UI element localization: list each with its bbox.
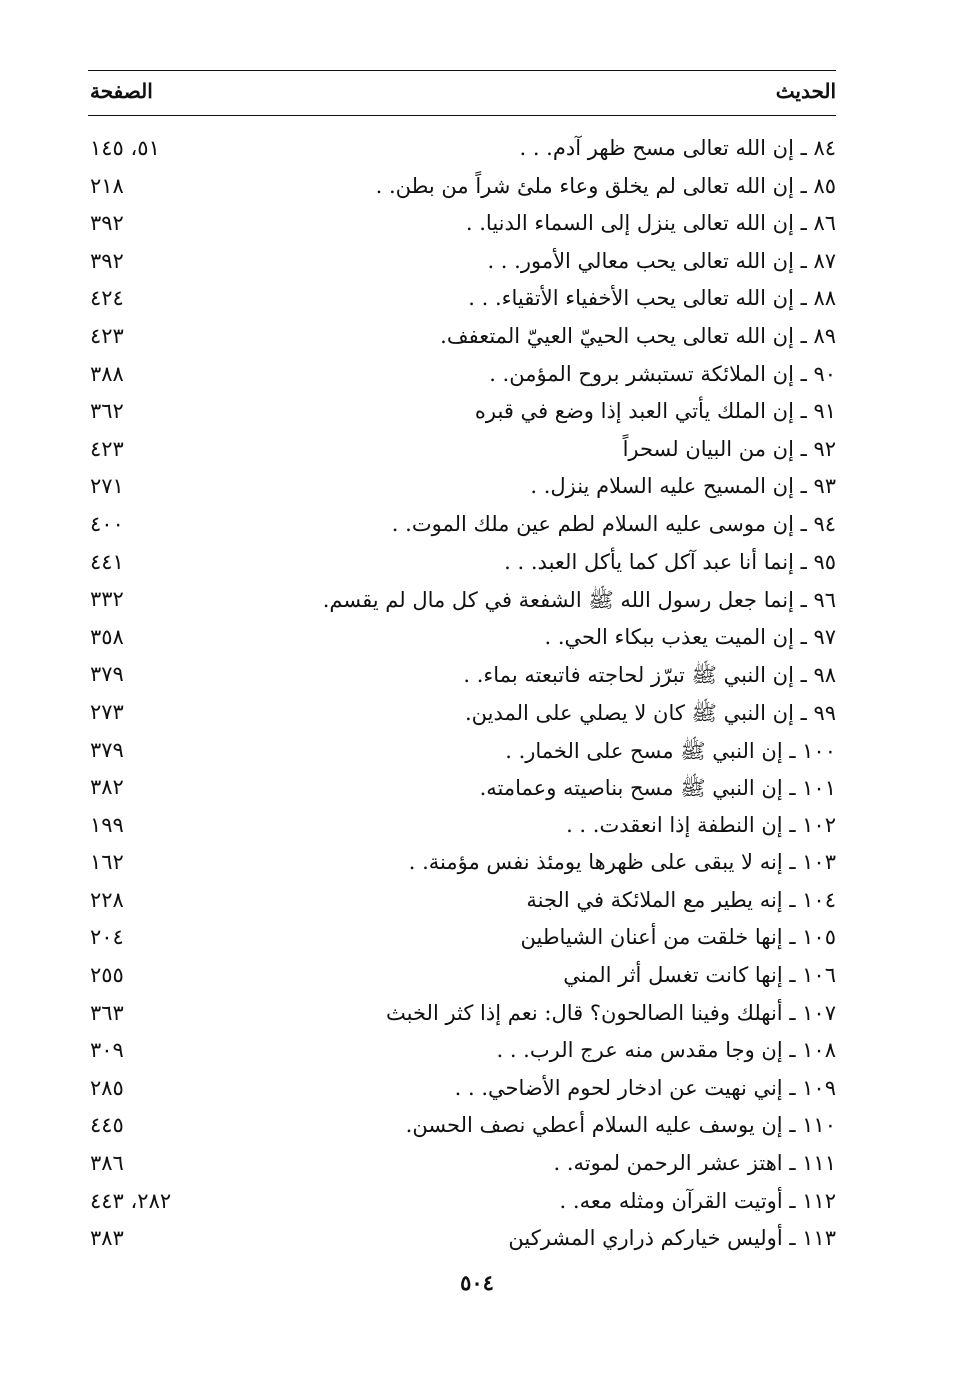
hadith-entry: ١٠٤ ـ إنه يطير مع الملائكة في الجنة	[526, 887, 836, 912]
page-reference: ٣٧٩	[90, 737, 124, 762]
hadith-entry: ١١٣ ـ أوليس خياركم ذراري المشركين	[508, 1226, 836, 1251]
hadith-entry: ٩٩ ـ إن النبي ﷺ كان لا يصلي على المدين.	[464, 700, 836, 725]
page-reference: ٣٠٩	[90, 1038, 124, 1063]
list-item	[88, 696, 836, 734]
hadith-entry: ١١٢ ـ أوتيت القرآن ومثله معه. .	[559, 1188, 836, 1213]
list-item	[88, 921, 836, 959]
page-reference: ٣٩٢	[90, 211, 124, 236]
list-item	[88, 959, 836, 997]
hadith-entry: ١١١ ـ اهتز عشر الرحمن لموته. .	[553, 1151, 836, 1176]
list-item	[88, 358, 836, 396]
page-reference: ٢٧٣	[90, 699, 124, 724]
list-item	[88, 997, 836, 1035]
page-reference: ٣٨٣	[90, 1226, 124, 1251]
list-item	[88, 395, 836, 433]
hadith-entry: ٩١ ـ إن الملك يأتي العبد إذا وضع في قبره	[474, 399, 836, 424]
hadith-column-heading: الحديث	[775, 79, 836, 103]
hadith-entry: ٩٧ ـ إن الميت يعذب ببكاء الحي. .	[544, 624, 836, 649]
hadith-entry: ٨٤ ـ إن الله تعالى مسح ظهر آدم. . .	[519, 136, 836, 160]
hadith-entry: ٩٣ ـ إن المسيح عليه السلام ينزل. .	[530, 474, 836, 499]
page-reference: ٤٢٣	[90, 436, 124, 461]
hadith-entry: ٨٦ ـ إن الله تعالى ينزل إلى السماء الدنيا. .	[465, 211, 836, 236]
hadith-entry: ١٠١ ـ إن النبي ﷺ مسح بناصيته وعمامته.	[479, 776, 836, 801]
page-reference: ٤٠٠	[90, 511, 124, 536]
page-reference: ٢٨٥	[90, 1075, 124, 1100]
list-item	[88, 1109, 836, 1147]
page-reference: ٢١٨	[90, 173, 124, 198]
list-item	[88, 734, 836, 772]
hadith-entry: ٩٠ ـ إن الملائكة تستبشر بروح المؤمن. .	[489, 361, 836, 386]
list-item	[88, 1034, 836, 1072]
list-item	[88, 884, 836, 922]
hadith-entry: ٩٤ ـ إن موسى عليه السلام لطم عين ملك الموت. .	[391, 511, 836, 536]
list-item	[88, 207, 836, 245]
page-reference: ٤٤١	[90, 549, 124, 574]
page-reference: ٣٦٢	[90, 399, 124, 424]
list-item	[88, 245, 836, 283]
list-item	[88, 771, 836, 809]
list-item	[88, 1072, 836, 1110]
page-reference: ٣٦٣	[90, 1000, 124, 1025]
page-reference: ٣٥٨	[90, 624, 124, 649]
hadith-entry: ٨٩ ـ إن الله تعالى يحب الحييّ العييّ المتعفف.	[440, 323, 836, 348]
page-reference: ٢٥٥	[90, 963, 124, 988]
list-item	[88, 583, 836, 621]
page-reference: ٣٨٦	[90, 1151, 124, 1176]
hadith-entry: ٨٧ ـ إن الله تعالى يحب معالي الأمور. . .	[487, 248, 836, 273]
page-reference: ٣٧٩	[90, 662, 124, 687]
hadith-entry: ٩٢ ـ إن من البيان لسحراً	[622, 436, 836, 461]
list-item	[88, 282, 836, 320]
hadith-entry: ١٠٨ ـ إن وجا مقدس منه عرج الرب. . .	[496, 1038, 836, 1063]
hadith-entry: ١٠٢ ـ إن النطفة إذا انعقدت. . .	[566, 812, 836, 837]
list-item	[88, 433, 836, 471]
list-item	[88, 658, 836, 696]
page-reference: ٥١، ١٤٥	[90, 136, 160, 160]
hadith-index-list	[88, 132, 836, 1260]
page-reference: ٣٩٢	[90, 248, 124, 273]
hadith-entry: ١٠٦ ـ إنها كانت تغسل أثر المني	[563, 963, 836, 988]
list-item	[88, 1147, 836, 1185]
page-reference: ١٦٢	[90, 850, 124, 875]
list-item	[88, 1222, 836, 1260]
list-item	[88, 1185, 836, 1223]
page-reference: ٤٤٥	[90, 1113, 124, 1138]
page-reference: ٤٢٤	[90, 286, 124, 311]
table-header	[88, 70, 836, 116]
page-number: ٥٠٤	[460, 1270, 494, 1295]
page-reference: ٣٣٢	[90, 587, 124, 612]
list-item	[88, 170, 836, 208]
page-reference: ١٩٩	[90, 812, 124, 837]
list-item	[88, 320, 836, 358]
hadith-entry: ١٠٥ ـ إنها خلقت من أعنان الشياطين	[520, 925, 836, 950]
page-reference: ٣٨٢	[90, 775, 124, 800]
hadith-entry: ١١٠ ـ إن يوسف عليه السلام أعطي نصف الحسن.	[405, 1113, 836, 1138]
hadith-entry: ١٠٣ ـ إنه لا يبقى على ظهرها يومئذ نفس مؤمنة. .	[408, 850, 836, 875]
page-column-heading: الصفحة	[90, 79, 153, 103]
hadith-entry: ٩٨ ـ إن النبي ﷺ تبرّز لحاجته فاتبعته بماء. .	[463, 663, 836, 688]
page-reference: ٤٢٣	[90, 323, 124, 348]
list-item	[88, 546, 836, 584]
hadith-entry: ١٠٠ ـ إن النبي ﷺ مسح على الخمار. .	[505, 738, 836, 763]
hadith-entry: ٨٨ ـ إن الله تعالى يحب الأخفياء الأتقياء. . .	[468, 286, 836, 311]
hadith-entry: ١٠٧ ـ أنهلك وفينا الصالحون؟ قال: نعم إذا كثر الخبث	[386, 1000, 836, 1025]
hadith-entry: ٩٥ ـ إنما أنا عبد آكل كما يأكل العبد. . .	[504, 549, 836, 574]
page-reference: ٢٢٨	[90, 887, 124, 912]
list-item	[88, 621, 836, 659]
list-item	[88, 508, 836, 546]
hadith-entry: ١٠٩ ـ إني نهيت عن ادخار لحوم الأضاحي. . .	[454, 1075, 836, 1100]
list-item	[88, 846, 836, 884]
hadith-entry: ٩٦ ـ إنما جعل رسول الله ﷺ الشفعة في كل مال لم يقسم.	[322, 588, 836, 613]
page-reference: ٢٧١	[90, 474, 124, 499]
list-item	[88, 132, 836, 170]
hadith-entry: ٨٥ ـ إن الله تعالى لم يخلق وعاء ملئ شراً من بطن. .	[375, 173, 836, 198]
page-reference: ٢٠٤	[90, 925, 124, 950]
page-reference: ٢٨٢، ٤٤٣	[90, 1188, 172, 1213]
page-reference: ٣٨٨	[90, 361, 124, 386]
list-item	[88, 809, 836, 847]
list-item	[88, 470, 836, 508]
